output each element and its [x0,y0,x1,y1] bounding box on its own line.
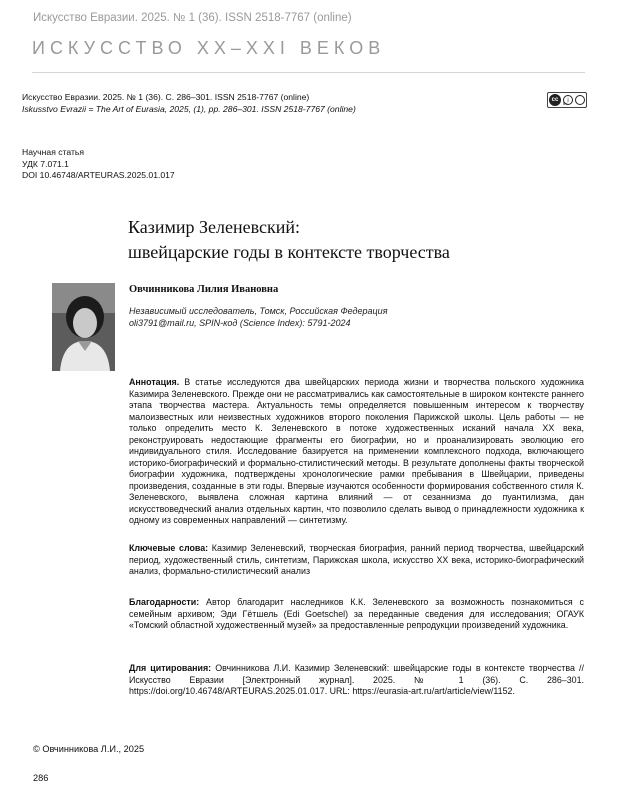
author-affiliation-block [129,305,388,329]
article-title [128,215,450,265]
acknowledgements [129,597,584,632]
how-to-cite-label: Для цитирования: [129,663,212,673]
citation-block [22,92,356,115]
article-meta [22,147,175,182]
udk-code: УДК 7.071.1 [22,158,69,169]
keywords-label: Ключевые слова: [129,543,209,553]
author-name: Овчинникова Лилия Ивановна [129,284,279,295]
header-divider [32,72,585,73]
doi[interactable]: DOI 10.46748/ARTEURAS.2025.01.017 [22,170,175,180]
citation-ru: Искусство Евразии. 2025. № 1 (36). С. 286–301. ISSN 2518-7767 (online) [22,92,310,102]
copyright-notice: © Овчинникова Л.И., 2025 [33,744,145,754]
author-affiliation: Независимый исследователь, Томск, Российская Федерация [129,306,388,316]
attribution-icon: i [563,95,573,105]
how-to-cite [129,663,584,698]
abstract-text: В статье исследуются два швейцарских периода жизни и творчества польского художника Казимира Зеленевского. Прежде они не рассматривались как самостоятельные в широком контексте раннего этапа творчества мастера. Актуальность темы определяется повышенным интересом к творчеству малоизвестных или неизвестных художников второго поколения Парижской школы. Цель работы — не только определить место К. Зеленевского в потоке художественных исканий начала XX века, реконструировать недостающие фрагменты его биографии, но и проанализировать эволюцию его индивидуального стиля. Исследование базируется на применении комплексного подхода, включающего историко-биографический и формально-стилистический методы. В результате дополнены факты творческой биографии художника, подтверждены хронологические рамки пребывания в Швейцарии, приведены произведения, созданные в эти годы. Впервые изучаются особенности формирования собственного стиля К. Зеленевского, выявлена сложная картина влияний — от сезаннизма до пуантилизма, дан искусствоведческий анализ отдельных картин, что позволило сделать вывод о принадлежности художника к одному из современных направлений — синтетизму. [129,377,584,525]
abstract [129,377,584,527]
acknowledgements-label: Благодарности: [129,597,200,607]
keywords [129,543,584,578]
author-photo [52,283,115,371]
how-to-cite-text[interactable]: Овчинникова Л.И. Казимир Зеленевский: швейцарские годы в контексте творчества // Искусство Евразии [Электронный журнал]. 2025. № 1 (36). С. 286–301. https://doi.org/10.46748/ARTEURAS.2025.01.017. URL: https://eurasia-art.ru/art/article/view/1152. [129,663,584,696]
cc-icon: cc [549,94,561,106]
article-title-line1: Казимир Зеленевский: [128,217,301,237]
page-number: 286 [33,773,49,783]
abstract-label: Аннотация. [129,377,180,387]
attribution-person-icon [575,95,585,105]
cc-by-license-icon[interactable] [547,92,587,108]
license-label: BY [563,102,568,106]
acknowledgements-text: Автор благодарит наследников К.К. Зеленевского за возможность познакомиться с семейным архивом; Эди Гётшель (Edi Goetschel) за переданные сведения для исследования; ОГАУК «Томский областной художественный музей» за предоставленные репродукции произведений художника. [129,597,584,630]
journal-section-title: ИСКУССТВО XX–XXI ВЕКОВ [32,38,386,58]
keywords-text: Казимир Зеленевский, творческая биография, ранний период творчества, швейцарский период, художественный стиль, синтетизм, Парижская школа, искусство XX века, историко-биографический анализ, формально-стилистический анализ [129,543,584,576]
author-portrait-image [52,283,115,371]
journal-meta-header: Искусство Евразии. 2025. № 1 (36). ISSN 2518-7767 (online) [33,12,352,24]
article-type: Научная статья [22,147,85,157]
citation-en: Iskusstvo Evrazii = The Art of Eurasia, 2025, (1), pp. 286–301. ISSN 2518-7767 (online) [22,103,356,114]
article-title-line2: швейцарские годы в контексте творчества [128,242,450,262]
author-contact[interactable]: oli3791@mail.ru, SPIN-код (Science Index): 5791-2024 [129,318,351,328]
